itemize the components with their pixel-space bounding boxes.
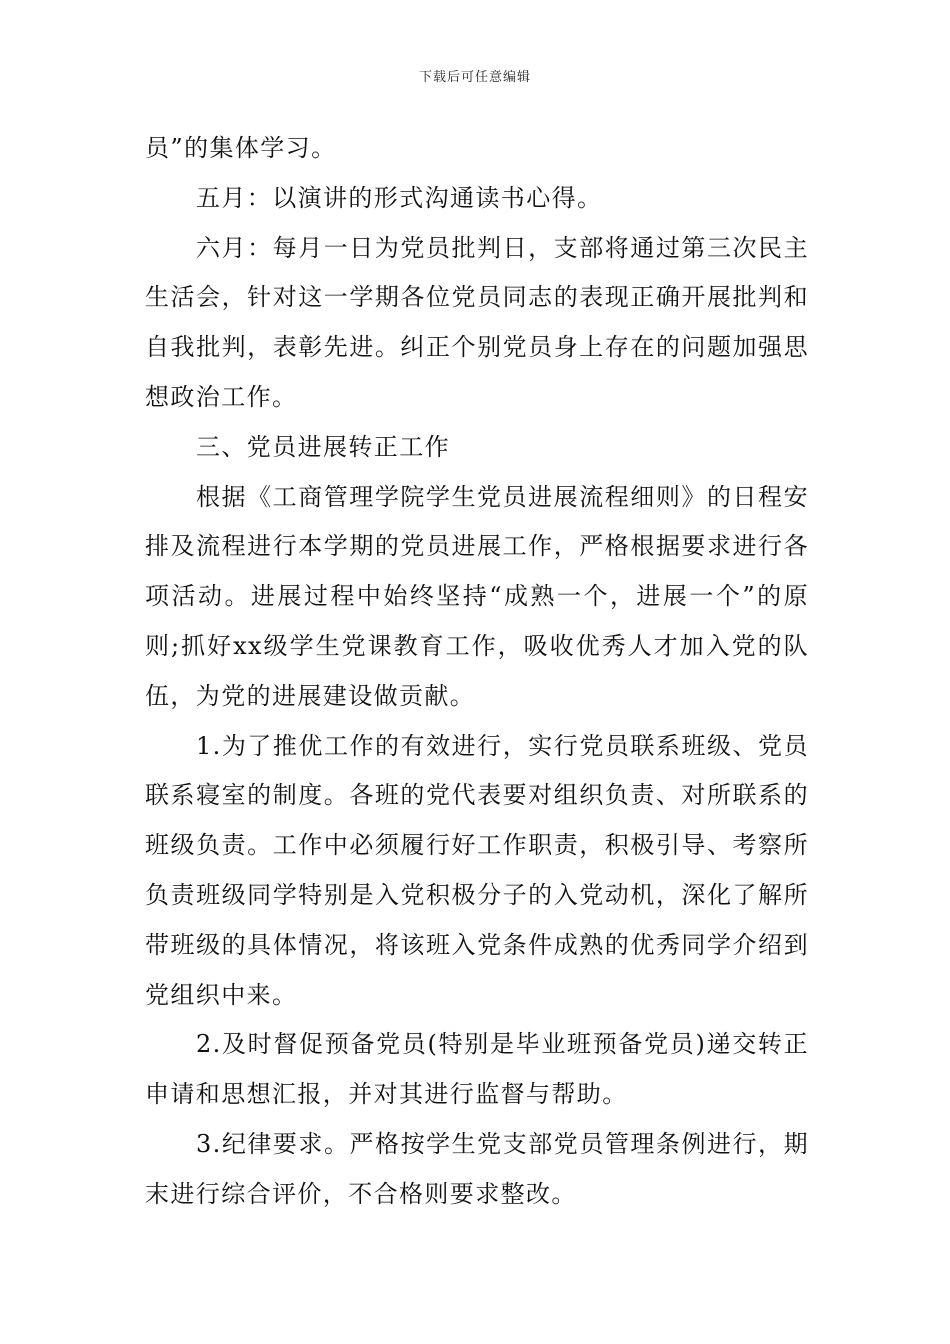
paragraph-june: 六月：每月一日为党员批判日，支部将通过第三次民主生活会，针对这一学期各位党员同志的表现正确开展批判和自我批判，表彰先进。纠正个别党员身上存在的问题加强思想政治工作。 [145, 233, 809, 411]
paragraph-may: 五月：以演讲的形式沟通读书心得。 [196, 183, 603, 212]
paragraph-development-intro: 根据《工商管理学院学生党员进展流程细则》的日程安排及流程进行本学期的党员进展工作，严格根据要求进行各项活动。进展过程中始终坚持“成熟一个，进展一个”的原则;抓好xx级学生党课教育工作，吸收优秀人才加入党的队伍，为党的进展建设做贡献。 [145, 482, 809, 710]
paragraph-item-1: 1.为了推优工作的有效进行，实行党员联系班级、党员联系寝室的制度。各班的党代表要对组织负责、对所联系的班级负责。工作中必须履行好工作职责，积极引导、考察所负责班级同学特别是入党积极分子的入党动机，深化了解所带班级的具体情况，将该班入党条件成熟的优秀同学介绍到党组织中来。 [145, 731, 809, 1009]
document-body [145, 124, 809, 1220]
paragraph-item-3: 3.纪律要求。严格按学生党支部党员管理条例进行，期末进行综合评价，不合格则要求整改。 [145, 1129, 809, 1208]
page-header-note: 下载后可任意编辑 [418, 70, 531, 85]
section-heading-3: 三、党员进展转正工作 [196, 432, 450, 461]
paragraph-continuation: 员”的集体学习。 [145, 134, 337, 162]
paragraph-item-2: 2.及时督促预备党员(特别是毕业班预备党员)递交转正申请和思想汇报，并对其进行监督与帮助。 [145, 1030, 809, 1109]
